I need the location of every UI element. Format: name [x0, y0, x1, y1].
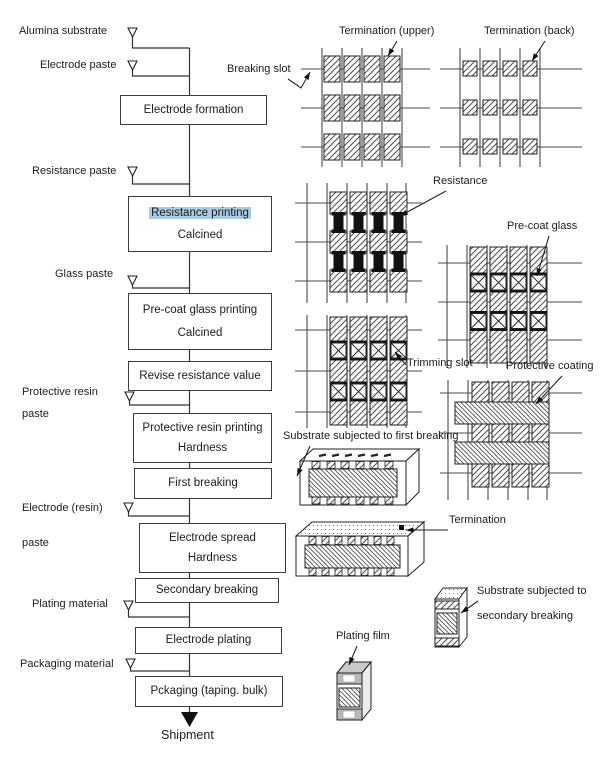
step-label: Electrode formation — [143, 103, 244, 116]
step-protective-resin-printing — [133, 413, 272, 463]
input-label-electrode-resin-paste: paste — [22, 537, 49, 549]
figure-plating-film-chip — [337, 662, 371, 720]
step-revise-resistance-value — [128, 361, 272, 391]
figure-label-termination: Termination — [449, 514, 506, 526]
step-secondary-breaking — [135, 578, 279, 603]
step-packaging — [135, 676, 283, 707]
step-sublabel: Calcined — [177, 326, 223, 339]
input-label-electrode-paste: Electrode paste — [40, 59, 117, 71]
figure-label-breaking-slot: Breaking slot — [227, 63, 291, 75]
input-label-electrode-resin: Electrode (resin) — [22, 502, 103, 514]
input-label-packaging-material: Packaging material — [20, 658, 114, 670]
step-label: Secondary breaking — [155, 584, 259, 597]
step-label: Revise resistance value — [139, 369, 261, 382]
step-resistance-printing — [128, 196, 272, 252]
step-label: Pckaging (taping. bulk) — [150, 685, 268, 698]
figure-label-precoat-glass: Pre-coat glass — [507, 220, 578, 232]
figure-label-trimming-slot: Trimming slot — [407, 357, 473, 369]
step-sublabel: Hardness — [187, 551, 238, 564]
input-label-plating-material: Plating material — [32, 598, 108, 610]
figure-label-plating-film: Plating film — [336, 630, 390, 642]
step-sublabel: Hardness — [177, 441, 228, 454]
figure-label-secondary-breaking-2: secondary breaking — [477, 610, 574, 622]
input-label-protective-resin: Protective resin — [22, 386, 98, 398]
step-label: Electrode spread — [169, 531, 256, 544]
figure-label-secondary-breaking-1: Substrate subjected to — [477, 585, 587, 597]
step-label: First breaking — [168, 477, 238, 490]
step-electrode-plating — [135, 627, 282, 654]
grid-termination-back — [440, 48, 582, 167]
figure-label-termination-upper: Termination (upper) — [339, 25, 435, 37]
step-label: Protective resin printing — [142, 421, 263, 434]
grid-termination-upper — [301, 48, 430, 167]
step-label-highlighted: Resistance printing — [151, 206, 249, 219]
figure-label-first-breaking-substrate: Substrate subjected to first breaking — [283, 430, 459, 442]
step-first-breaking — [134, 468, 272, 499]
figure-secondary-breaking-chip — [435, 588, 467, 647]
figure-label-protective-coating: Protective coating — [506, 360, 594, 372]
shipment-arrow-icon — [181, 712, 198, 727]
step-electrode-spread — [139, 523, 286, 573]
input-label-glass-paste: Glass paste — [55, 268, 114, 280]
grid-resistance — [295, 183, 422, 303]
figure-label-termination-back: Termination (back) — [484, 25, 575, 37]
figure-first-breaking-substrate — [300, 449, 419, 505]
figure-label-resistance: Resistance — [433, 175, 488, 187]
shipment-label: Shipment — [161, 728, 214, 742]
grid-precoat-glass — [438, 245, 582, 368]
step-electrode-formation — [120, 95, 267, 125]
step-label: Electrode plating — [165, 634, 252, 647]
step-precoat-glass-printing — [128, 293, 272, 350]
grid-protective-coating — [440, 380, 582, 500]
figure-termination-strip — [296, 522, 424, 576]
input-label-protective-resin-paste: paste — [22, 408, 49, 420]
input-label-alumina-substrate: Alumina substrate — [19, 25, 108, 37]
step-label: Pre-coat glass printing — [142, 304, 258, 317]
grid-trimming — [295, 315, 422, 428]
input-label-resistance-paste: Resistance paste — [32, 165, 117, 177]
step-sublabel: Calcined — [177, 228, 223, 241]
